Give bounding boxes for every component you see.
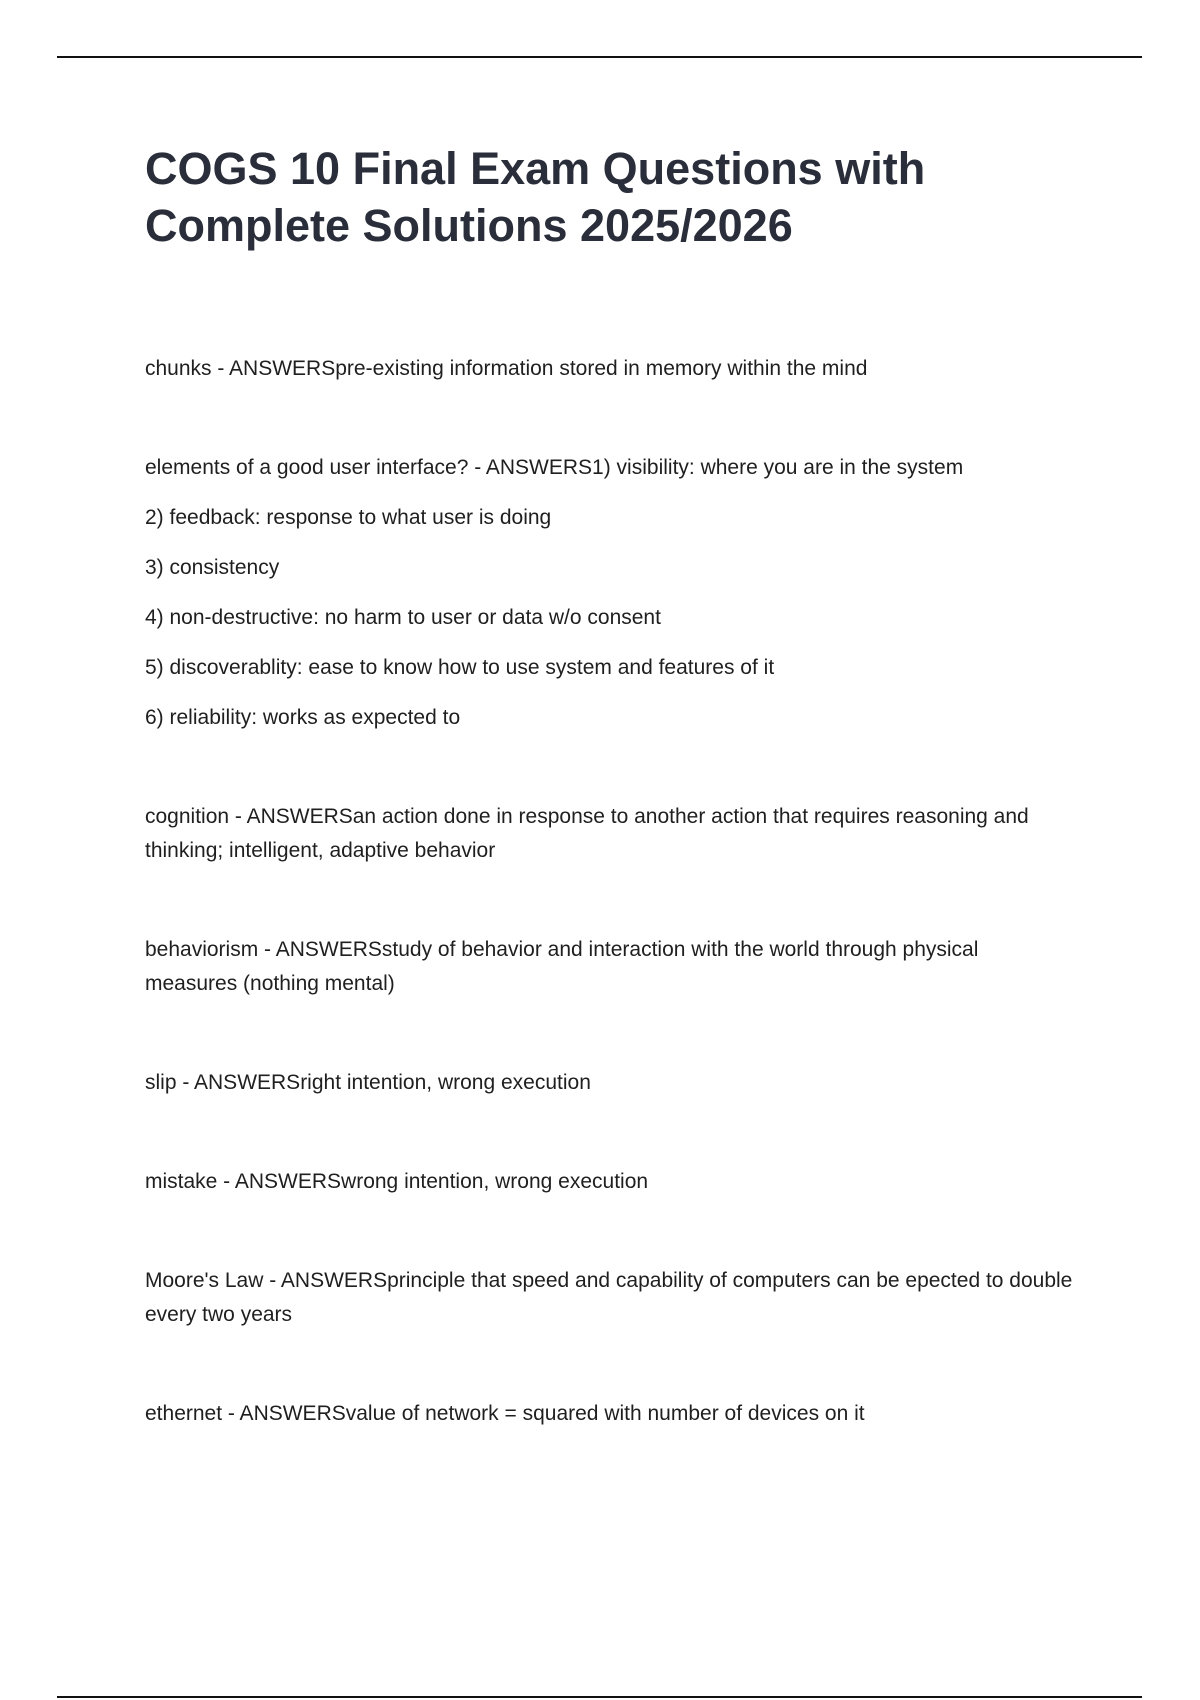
qa-line: 6) reliability: works as expected to (145, 706, 461, 729)
qa-item-behaviorism (145, 933, 1075, 1001)
qa-item-chunks (145, 352, 1075, 386)
qa-text: cognition - ANSWERSan action done in response to another action that requires reasoning and thinking; intelligent, adaptive behavior (145, 805, 1029, 862)
qa-item-slip (145, 1066, 1075, 1100)
qa-item-user-interface (145, 451, 1075, 735)
qa-text: chunks - ANSWERSpre-existing information stored in memory within the mind (145, 357, 868, 380)
qa-text: mistake - ANSWERSwrong intention, wrong execution (145, 1170, 649, 1193)
qa-line: 2) feedback: response to what user is doing (145, 506, 552, 529)
page-title: COGS 10 Final Exam Questions with Complete Solutions 2025/2026 (145, 143, 926, 251)
qa-line: 5) discoverablity: ease to know how to use system and features of it (145, 656, 775, 679)
qa-item-mistake (145, 1165, 1075, 1199)
qa-list (145, 352, 1075, 1431)
bottom-divider (57, 1696, 1142, 1698)
qa-item-cognition (145, 800, 1075, 868)
qa-text: slip - ANSWERSright intention, wrong execution (145, 1071, 591, 1094)
qa-text: behaviorism - ANSWERSstudy of behavior and interaction with the world through physical measures (nothing mental) (145, 938, 979, 995)
qa-text: ethernet - ANSWERSvalue of network = squared with number of devices on it (145, 1402, 865, 1425)
qa-line: elements of a good user interface? - ANSWERS1) visibility: where you are in the system (145, 456, 964, 479)
document-body (145, 140, 1075, 1496)
qa-line: 3) consistency (145, 556, 280, 579)
qa-text: Moore's Law - ANSWERSprinciple that speed and capability of computers can be epected to double every two years (145, 1269, 1073, 1326)
qa-item-moores-law (145, 1264, 1075, 1332)
qa-item-ethernet (145, 1397, 1075, 1431)
qa-line: 4) non-destructive: no harm to user or data w/o consent (145, 606, 661, 629)
top-divider (57, 56, 1142, 58)
